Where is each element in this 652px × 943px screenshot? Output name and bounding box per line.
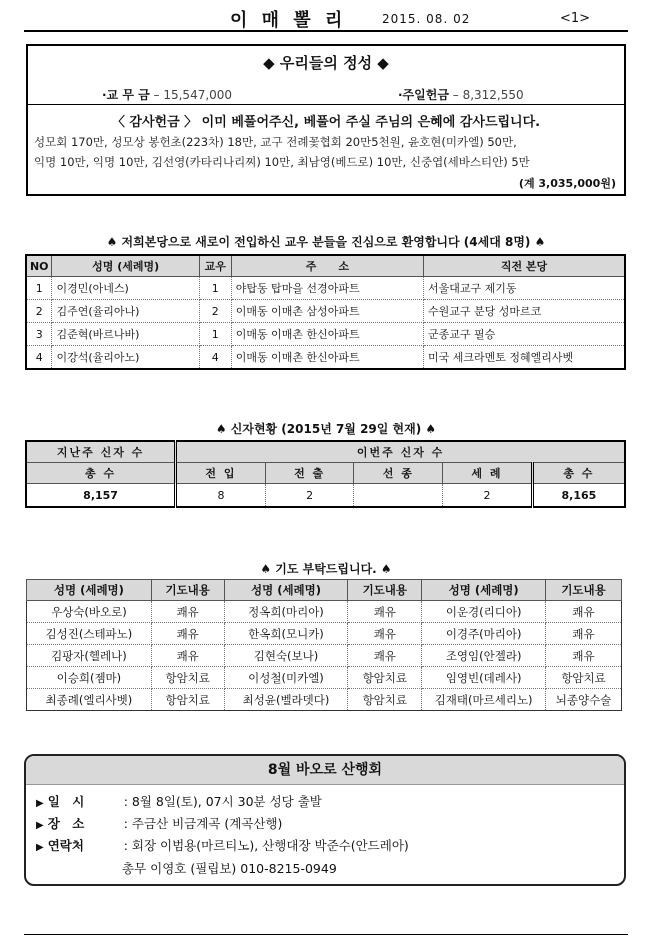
column-header: 전 입 — [176, 463, 266, 484]
offering-box — [26, 44, 626, 196]
column-header: 총 수 — [26, 463, 176, 484]
cell: 8,157 — [26, 484, 176, 508]
column-header: 선 종 — [354, 463, 443, 484]
this-week-header: 이번주 신자 수 — [176, 441, 625, 463]
cell: 쾌유 — [151, 623, 224, 645]
table-header-row — [26, 255, 625, 277]
column-header: 기도내용 — [546, 580, 622, 601]
cell: 한옥희(모니카) — [224, 623, 348, 645]
welcome-table — [25, 254, 626, 370]
cell: 이매동 이매촌 한신아파트 — [231, 323, 423, 346]
column-header: 성명 (세례명) — [224, 580, 348, 601]
column-header: 성명 (세례명) — [422, 580, 546, 601]
cell: 쾌유 — [546, 645, 622, 667]
cell: 김현숙(보나) — [224, 645, 348, 667]
column-header: 총 수 — [532, 463, 625, 484]
triangle-bullet-icon: ▶ — [36, 798, 44, 809]
offering-item-label: ·주일헌금 — [398, 88, 449, 102]
cell: 이강석(율리아노) — [52, 346, 199, 370]
cell: 정옥희(마리아) — [224, 601, 348, 623]
hiking-value: : 주금산 비금계곡 (계곡산행) — [123, 816, 283, 831]
cell: 항암치료 — [151, 667, 224, 689]
prayer-title: ♠ 기도 부탁드립니다. ♠ — [260, 562, 392, 576]
hiking-row-date — [36, 792, 322, 810]
footer-divider — [24, 934, 628, 935]
cell: 임영빈(데레사) — [422, 667, 546, 689]
column-header: 교우 — [199, 255, 231, 277]
column-header: 세 례 — [443, 463, 533, 484]
cell: 이승희(젬마) — [27, 667, 152, 689]
cell: 2 — [199, 300, 231, 323]
bulletin-title: 이 매 뽈 리 — [230, 10, 347, 31]
cell: 항암치료 — [546, 667, 622, 689]
divider — [28, 104, 624, 105]
cell: 최종례(엘리사벳) — [27, 689, 152, 711]
cell: 김팡자(헬레나) — [27, 645, 152, 667]
cell: 1 — [26, 277, 52, 300]
hiking-title: 8월 바오로 산행회 — [26, 756, 624, 785]
column-header: 성명 (세례명) — [27, 580, 152, 601]
hiking-label: 연락처 — [47, 838, 84, 853]
cell: 쾌유 — [348, 645, 422, 667]
hiking-value: : 8월 8일(토), 07시 30분 성당 출발 — [123, 794, 322, 809]
hiking-label: 일 시 — [47, 794, 85, 809]
cell: 이매동 이매촌 한신아파트 — [231, 346, 423, 370]
cell: 김준혁(바르나바) — [52, 323, 199, 346]
cell: 8 — [176, 484, 266, 508]
cell: 이매동 이매촌 삼성아파트 — [231, 300, 423, 323]
cell — [354, 484, 443, 508]
cell: 김성진(스테파노) — [27, 623, 152, 645]
hiking-box — [24, 754, 626, 886]
cell: 수원교구 분당 성마르코 — [424, 300, 625, 323]
prayer-table — [26, 579, 622, 711]
cell: 우상숙(바오로) — [27, 601, 152, 623]
table-row — [27, 689, 622, 711]
bulletin-header — [24, 4, 628, 32]
hiking-contact-extra: 총무 이영호 (필립보) 010-8215-0949 — [122, 861, 337, 876]
hiking-value: : 회장 이범용(마르티노), 산행대장 박준수(안드레아) — [123, 838, 409, 853]
table-row — [26, 484, 625, 508]
thanks-total: (계 3,035,000원) — [518, 177, 616, 190]
cell: 2 — [26, 300, 52, 323]
last-week-header: 지난주 신자 수 — [26, 441, 176, 463]
cell: 항암치료 — [348, 667, 422, 689]
offering-item-value: – 8,312,550 — [452, 88, 524, 102]
table-row — [27, 645, 622, 667]
cell: 쾌유 — [348, 601, 422, 623]
table-row — [27, 623, 622, 645]
offering-item-sunday — [398, 86, 524, 103]
welcome-title: ♠ 저희본당으로 새로이 전입하신 교우 분들을 진심으로 환영합니다 (4세대 8명) ♠ — [106, 235, 546, 249]
offering-item-label: ·교 무 금 — [102, 88, 150, 102]
table-row — [26, 277, 625, 300]
cell: 4 — [199, 346, 231, 370]
column-header: 전 출 — [265, 463, 354, 484]
table-header-row — [27, 580, 622, 601]
cell: 항암치료 — [348, 689, 422, 711]
column-header: NO — [26, 255, 52, 277]
cell: 쾌유 — [151, 645, 224, 667]
cell: 3 — [26, 323, 52, 346]
offering-item-value: – 15,547,000 — [153, 88, 233, 102]
hiking-row-contact — [36, 836, 409, 854]
column-header: 기도내용 — [151, 580, 224, 601]
table-row — [26, 300, 625, 323]
column-header: 성명 (세례명) — [52, 255, 199, 277]
cell: 뇌종양수술 — [546, 689, 622, 711]
column-header: 기도내용 — [348, 580, 422, 601]
cell: 쾌유 — [546, 601, 622, 623]
cell: 8,165 — [532, 484, 625, 508]
column-header: 직전 본당 — [424, 255, 625, 277]
cell: 야탑동 탑마을 선경아파트 — [231, 277, 423, 300]
cell: 이운경(리디아) — [422, 601, 546, 623]
table-row — [27, 601, 622, 623]
thanks-line: 성모회 170만, 성모상 봉헌초(223차) 18만, 교구 전례꽃협회 20만5천원, 윤호현(미카엘) 50만, — [34, 135, 517, 149]
thanks-heading: 〈 감사헌금 〉 이미 베풀어주신, 베풀어 주실 주님의 은혜에 감사드립니다. — [111, 115, 541, 130]
cell: 쾌유 — [151, 601, 224, 623]
offering-title: ◆ 우리들의 정성 ◆ — [263, 54, 389, 72]
cell: 군종교구 필승 — [424, 323, 625, 346]
column-header: 주 소 — [231, 255, 423, 277]
cell: 미국 세크라멘토 정혜엘리사벳 — [424, 346, 625, 370]
cell: 김재태(마르세리노) — [422, 689, 546, 711]
thanks-line: 익명 10만, 익명 10만, 김선영(카타리나리찌) 10만, 최남영(베드로) 10만, 신중엽(세바스티안) 5만 — [34, 155, 530, 169]
cell: 이경주(마리아) — [422, 623, 546, 645]
cell: 항암치료 — [151, 689, 224, 711]
newcomers-table — [25, 440, 626, 508]
table-row — [27, 667, 622, 689]
cell: 1 — [199, 277, 231, 300]
cell: 조영임(안젤라) — [422, 645, 546, 667]
table-row — [26, 323, 625, 346]
cell: 쾌유 — [348, 623, 422, 645]
offering-item-tithe — [102, 86, 232, 103]
page-number: <1> — [560, 11, 591, 26]
table-row — [26, 346, 625, 370]
triangle-bullet-icon: ▶ — [36, 842, 44, 853]
cell: 2 — [265, 484, 354, 508]
cell: 1 — [199, 323, 231, 346]
bulletin-date: 2015. 08. 02 — [382, 12, 471, 26]
table-subheader-row — [26, 463, 625, 484]
cell: 김주연(율리아나) — [52, 300, 199, 323]
cell: 이성철(미카엘) — [224, 667, 348, 689]
cell: 쾌유 — [546, 623, 622, 645]
newcomers-title: ♠ 신자현황 (2015년 7월 29일 현재) ♠ — [215, 422, 437, 436]
hiking-row-place — [36, 814, 282, 832]
cell: 4 — [26, 346, 52, 370]
cell: 2 — [443, 484, 533, 508]
cell: 최성윤(벨라뎃다) — [224, 689, 348, 711]
cell: 이경민(아네스) — [52, 277, 199, 300]
table-header-row — [26, 441, 625, 463]
triangle-bullet-icon: ▶ — [36, 820, 44, 831]
hiking-label: 장 소 — [47, 816, 85, 831]
cell: 서울대교구 제기동 — [424, 277, 625, 300]
